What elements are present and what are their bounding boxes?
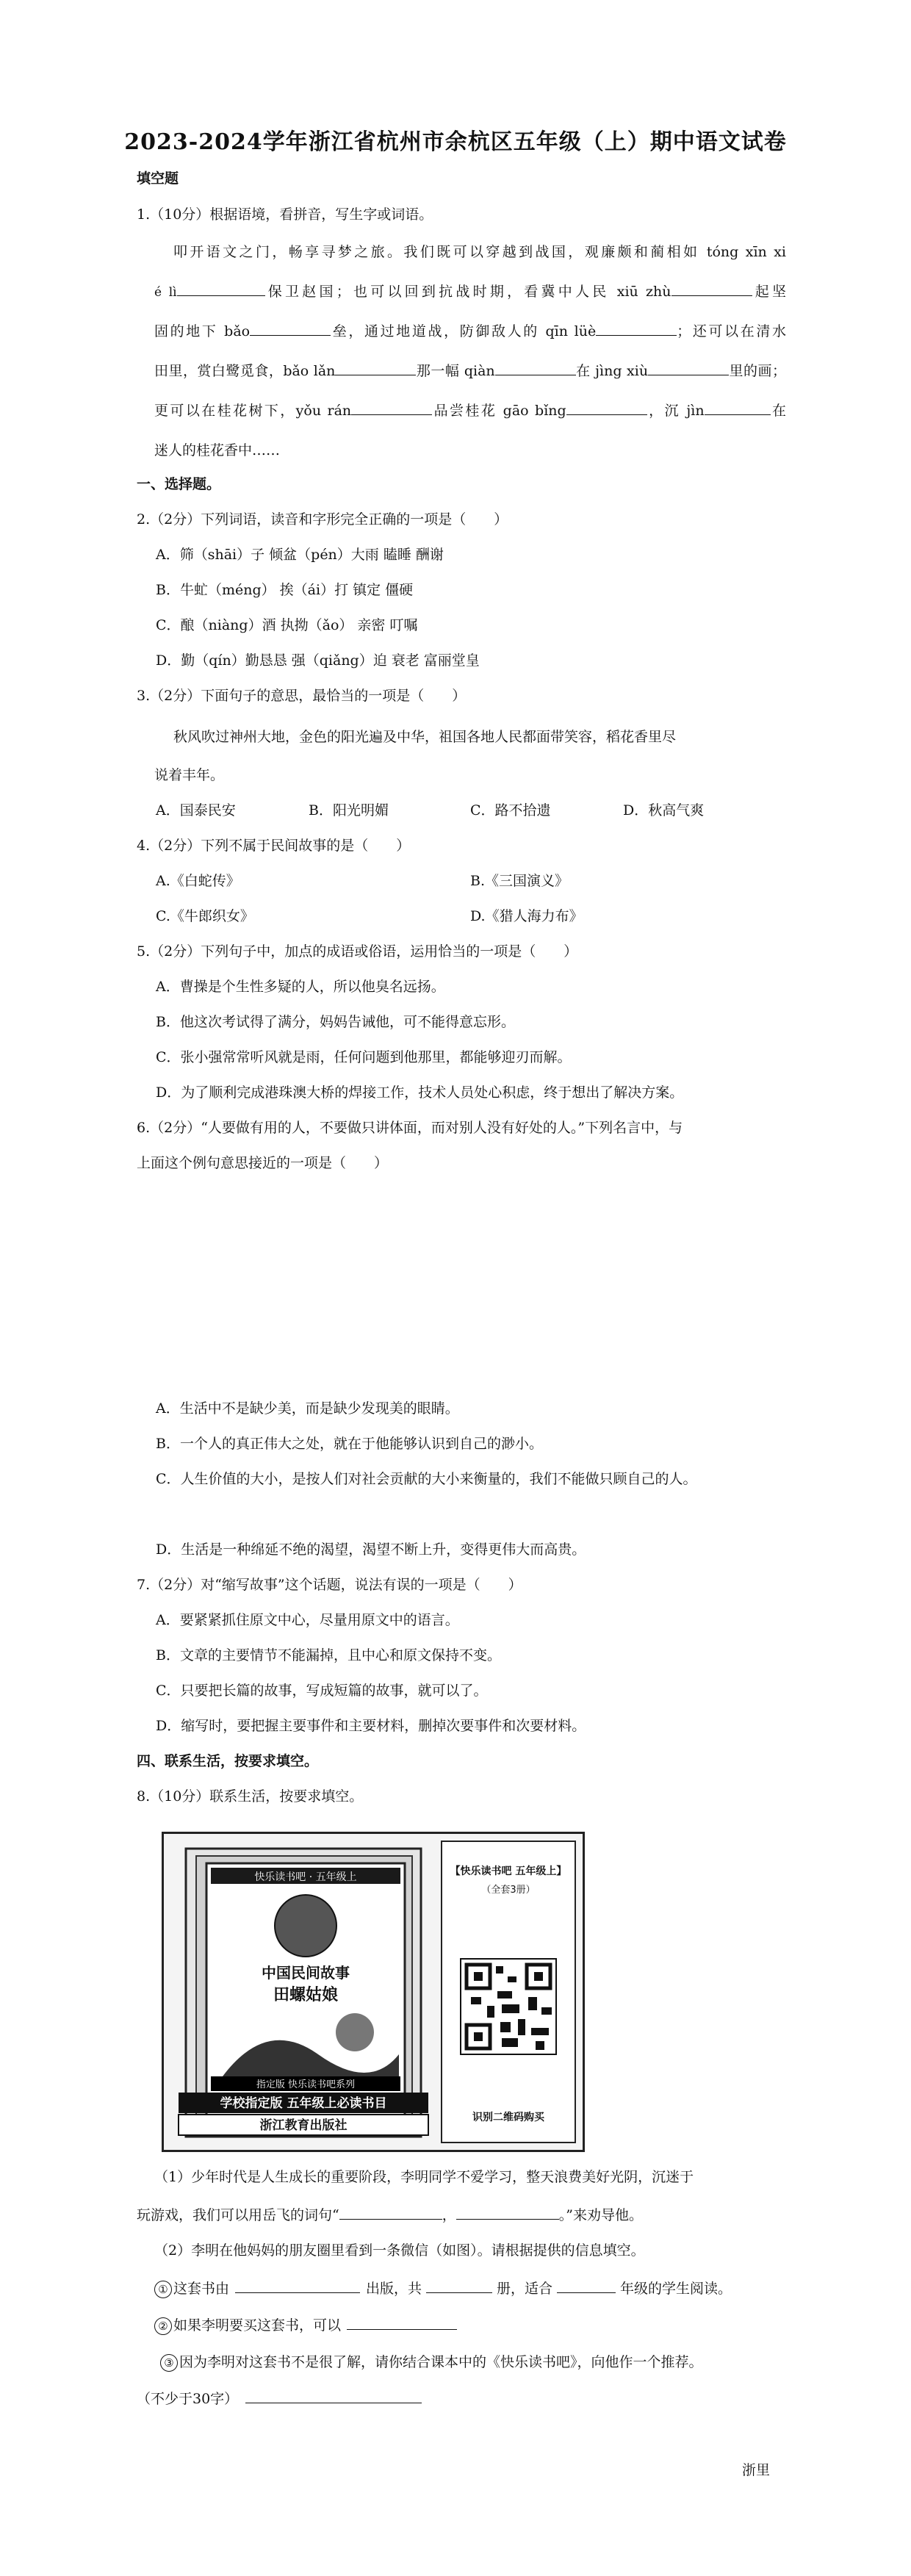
q7-option-c[interactable]: C．只要把长篇的故事，写成短篇的故事，就可以了。 (156, 1683, 488, 1699)
q7-option-d[interactable]: D．缩写时，要把握主要事件和主要材料，删掉次要事件和次要材料。 (156, 1718, 586, 1734)
card-title: 【快乐读书吧 五年级上】 (450, 1866, 567, 1877)
q2-option-d[interactable]: D．勤（qín）勤恳恳 强（qiǎng）迫 衰老 富丽堂皇 (156, 652, 480, 669)
q4-option-b[interactable]: B.《三国演义》 (470, 873, 569, 889)
q1-blank-10[interactable] (705, 401, 771, 415)
q8-sub1-line-2: 玩游戏，我们可以用岳飞的词句“ ， 。”来劝导他。 (137, 2207, 643, 2223)
q1-line-3: 固的地下 bǎo 垒，通过地道战，防御敌人的 qīn lüè ；还可以在清水 (154, 323, 786, 339)
q3-passage-line-2: 说着丰年。 (154, 767, 225, 783)
q8-blank-grade[interactable] (557, 2279, 616, 2293)
q8-sub2-line: （2）李明在他妈妈的朋友圈里看到一条微信（如图）。请根据提供的信息填空。 (154, 2242, 645, 2259)
cover-emblem-icon (275, 1895, 336, 1957)
q8-sub1-line-1: （1）少年时代是人生成长的重要阶段，李明同学不爱学习，整天浪费美好光阴，沉迷于 (154, 2169, 694, 2185)
q6-option-a[interactable]: A．生活中不是缺少美，而是缺少发现美的眼睛。 (156, 1400, 459, 1417)
page-title: 2023-2024学年浙江省杭州市余杭区五年级（上）期中语文试卷 (124, 129, 787, 155)
q5-option-a[interactable]: A．曹操是个生性多疑的人，所以他臭名远扬。 (156, 979, 445, 995)
q2-option-c[interactable]: C．酿（niàng）酒 执拗（ǎo） 亲密 叮嘱 (156, 617, 418, 633)
q8-blank-publisher[interactable] (235, 2279, 360, 2293)
q1-blank-5[interactable] (335, 361, 416, 375)
q8-heading: 8.（10分）联系生活，按要求填空。 (137, 1788, 364, 1805)
q1-blank-7[interactable] (648, 361, 729, 375)
q8-blank-volumes[interactable] (426, 2279, 492, 2293)
q3-option-c[interactable]: C．路不拾遗 (470, 802, 551, 819)
q7-option-a[interactable]: A．要紧紧抓住原文中心，尽量用原文中的语言。 (156, 1612, 459, 1628)
q8-blank-yuefei-2[interactable] (456, 2206, 559, 2220)
q3-heading: 3.（2分）下面句子的意思，最恰当的一项是（ ） (137, 688, 467, 704)
q7-heading: 7.（2分）对“缩写故事”这个话题，说法有误的一项是（ ） (137, 1577, 522, 1593)
q8-item-1: ① 这套书由 出版，共 册，适合 年级的学生阅读。 (154, 2278, 732, 2298)
page-footer: 浙里 (742, 2462, 771, 2478)
book-subtitle: 田螺姑娘 (273, 1986, 339, 2004)
q1-blank-8[interactable] (351, 401, 432, 415)
q3-option-d[interactable]: D．秋高气爽 (623, 802, 705, 819)
section-1-heading: 一、选择题。 (137, 476, 221, 492)
section-fill-heading: 填空题 (137, 170, 179, 187)
q1-heading: 1.（10分）根据语境，看拼音，写生字或词语。 (137, 206, 433, 223)
q1-blank-1[interactable] (177, 282, 265, 296)
q5-option-d[interactable]: D．为了顺利完成港珠澳大桥的焊接工作，技术人员处心积虑，终于想出了解决方案。 (156, 1084, 684, 1101)
q2-option-a[interactable]: A．筛（shāi）子 倾盆（pén）大雨 瞌睡 酬谢 (156, 547, 444, 563)
card-subtitle: （全套3册） (481, 1885, 536, 1896)
q5-option-c[interactable]: C．张小强常常听风就是雨，任何问题到他那里，都能够迎刃而解。 (156, 1049, 572, 1065)
q3-passage-line-1: 秋风吹过神州大地，金色的阳光遍及中华，祖国各地人民都面带笑容，稻花香里尽 (173, 729, 677, 745)
q1-blank-9[interactable] (566, 401, 647, 415)
book-series-label: 快乐读书吧 · 五年级上 (254, 1871, 357, 1883)
book-title: 中国民间故事 (262, 1964, 350, 1982)
q4-heading: 4.（2分）下列不属于民间故事的是（ ） (137, 838, 411, 854)
q3-option-b[interactable]: B．阳光明媚 (309, 802, 389, 819)
q7-option-b[interactable]: B．文章的主要情节不能漏掉，且中心和原文保持不变。 (156, 1647, 501, 1663)
q6-option-c[interactable]: C．人生价值的大小，是按人们对社会贡献的大小来衡量的，我们不能做只顾自己的人。 (156, 1471, 697, 1487)
q6-heading-line-2: 上面这个例句意思接近的一项是（ ） (137, 1155, 389, 1171)
q8-item-3-line-2: （不少于30字） (137, 2388, 422, 2408)
circled-2-mark: ② (154, 2317, 172, 2335)
q8-blank-yuefei-1[interactable] (339, 2206, 442, 2220)
book-ad-graphic (164, 1834, 583, 2150)
q1-line-1: 叩开语文之门，畅享寻梦之旅。我们既可以穿越到战国，观廉颇和蔺相如 tóng xīn xi (173, 244, 786, 260)
banner-series: 指定版 快乐读书吧系列 (256, 2079, 356, 2090)
q3-option-a[interactable]: A．国泰民安 (156, 802, 236, 819)
qr-caption: 识别二维码购买 (472, 2112, 544, 2123)
circled-3-mark: ③ (160, 2354, 178, 2372)
publisher-label: 浙江教育出版社 (259, 2118, 348, 2133)
q1-blank-2[interactable] (671, 282, 752, 296)
q5-heading: 5.（2分）下列句子中，加点的成语或俗语，运用恰当的一项是（ ） (137, 943, 578, 960)
q4-option-c[interactable]: C.《牛郎织女》 (156, 908, 254, 924)
wechat-post-image (162, 1832, 585, 2152)
q5-option-b[interactable]: B．他这次考试得了满分，妈妈告诫他，可不能得意忘形。 (156, 1014, 515, 1030)
q1-blank-3[interactable] (250, 322, 331, 336)
q8-item-2: ② 如果李明要买这套书，可以 (154, 2314, 457, 2335)
q2-heading: 2.（2分）下列词语，读音和字形完全正确的一项是（ ） (137, 511, 508, 528)
q1-line-6: 迷人的桂花香中…… (154, 442, 281, 458)
section-4-heading: 四、联系生活，按要求填空。 (137, 1753, 319, 1769)
q8-blank-recommend[interactable] (245, 2389, 422, 2403)
q1-line-4: 田里，赏白鹭觅食，bǎo lǎn 那一幅 qiàn 在 jìng xiù 里的画； (154, 363, 786, 379)
q4-option-d[interactable]: D.《猎人海力布》 (470, 908, 583, 924)
q8-blank-buy[interactable] (347, 2316, 457, 2330)
q6-heading: 6.（2分）“人要做有用的人，不要做只讲体面，而对别人没有好处的人。”下列名言中，与 (137, 1120, 683, 1136)
banner-school: 学校指定版 五年级上必读书目 (220, 2096, 387, 2111)
q1-blank-6[interactable] (495, 361, 576, 375)
qr-code-icon[interactable] (461, 1959, 556, 2054)
q1-line-2: é lì 保卫赵国；也可以回到抗战时期，看冀中人民 xiū zhù 起坚 (154, 284, 786, 300)
circled-1-mark: ① (154, 2281, 172, 2298)
q6-option-b[interactable]: B．一个人的真正伟大之处，就在于他能够认识到自己的渺小。 (156, 1436, 543, 1452)
q4-option-a[interactable]: A.《白蛇传》 (156, 873, 240, 889)
q8-item-3: ③ 因为李明对这套书不是很了解，请你结合课本中的《快乐读书吧》，向他作一个推荐。 (160, 2351, 703, 2372)
q1-blank-4[interactable] (596, 322, 677, 336)
q2-option-b[interactable]: B．牛虻（méng） 挨（ái）打 镇定 僵硬 (156, 582, 414, 598)
q6-option-d[interactable]: D．生活是一种绵延不绝的渴望，渴望不断上升，变得更伟大而高贵。 (156, 1541, 586, 1558)
q1-line-5: 更可以在桂花树下，yǒu rán 品尝桂花 gāo bǐng ，沉 jìn 在 (154, 403, 786, 419)
